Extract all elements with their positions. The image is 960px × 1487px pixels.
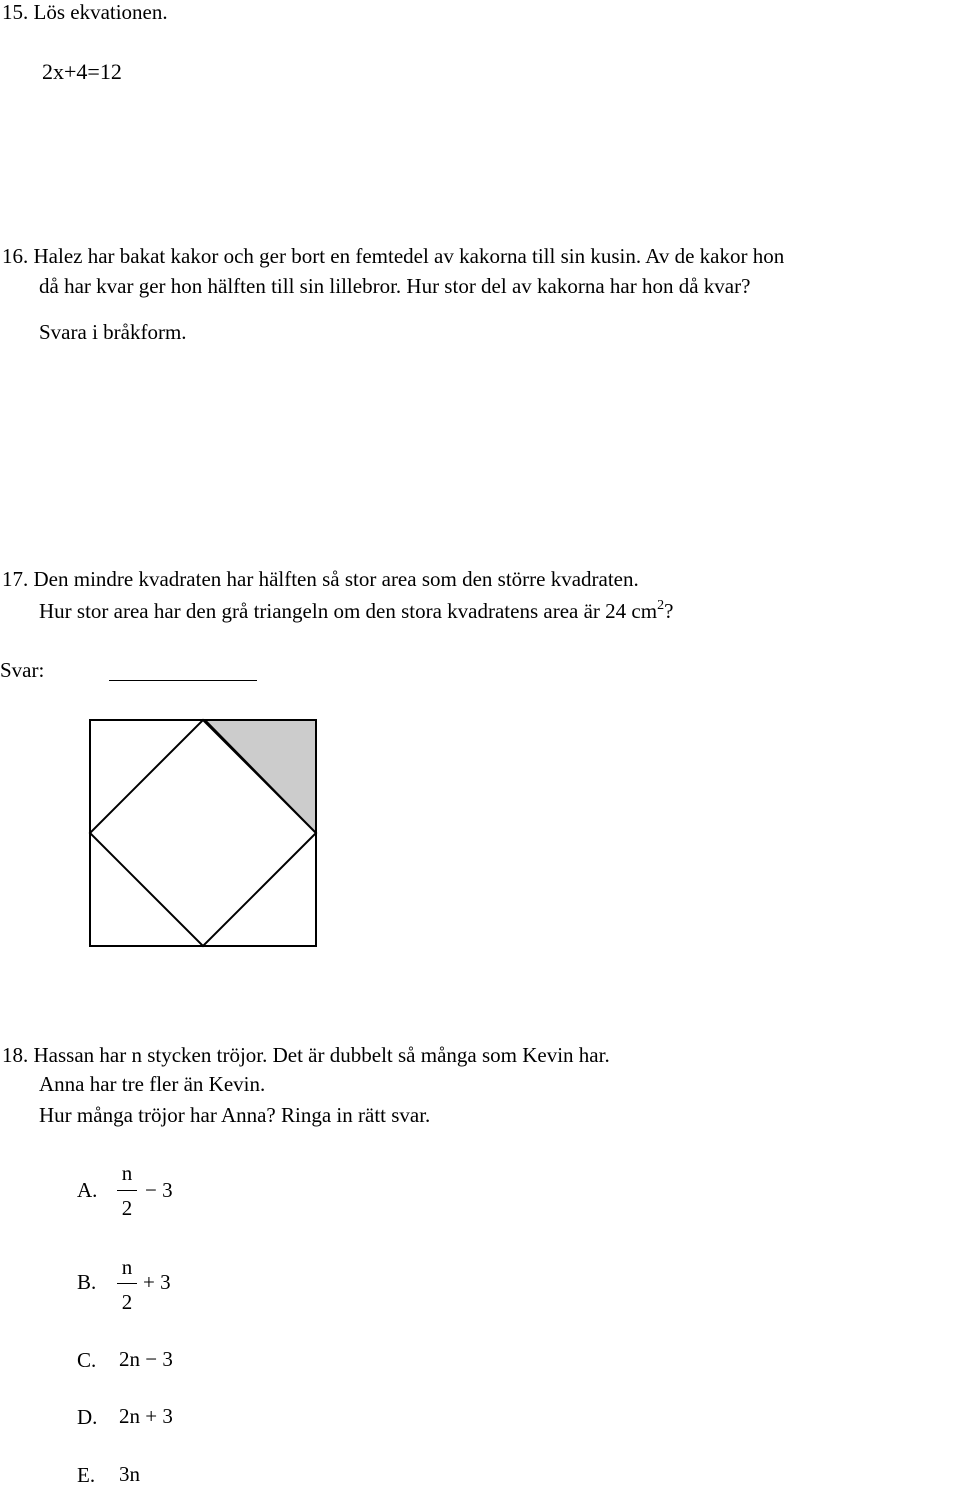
q16-text-line3: Svara i bråkform. <box>39 320 187 344</box>
option-d-expression: 2n + 3 <box>119 1404 173 1428</box>
q17-text-line1: Den mindre kvadraten har hälften så stor area som den större kvadraten. <box>33 567 639 591</box>
q18-number: 18. <box>2 1043 29 1067</box>
option-d-letter: D. <box>77 1405 98 1429</box>
q18-text-line3: Hur många tröjor har Anna? Ringa in rätt svar. <box>39 1103 431 1127</box>
option-b-denominator: 2 <box>121 1290 133 1314</box>
q17-question-mark: ? <box>664 599 674 623</box>
option-a-fraction-bar <box>117 1190 137 1191</box>
q18-text-line1: Hassan har n stycken tröjor. Det är dubbelt så många som Kevin har. <box>33 1043 610 1067</box>
option-a-numerator: n <box>121 1161 133 1185</box>
option-a-denominator: 2 <box>121 1196 133 1220</box>
option-b-numerator: n <box>121 1255 133 1279</box>
option-e-expression: 3n <box>119 1462 140 1486</box>
option-b-fraction-bar <box>117 1283 137 1284</box>
q18-line1 <box>2 1045 610 1066</box>
q17-text-line2: Hur stor area har den grå triangeln om den stora kvadratens area är 24 cm <box>39 599 658 623</box>
q15-equation: 2x+4=12 <box>42 59 122 84</box>
option-b-rest: + 3 <box>143 1270 171 1294</box>
option-a-rest: − 3 <box>145 1178 173 1202</box>
q15-number: 15. <box>2 0 29 24</box>
q16-number: 16. <box>2 244 29 268</box>
q15-text: Lös ekvationen. <box>33 0 168 24</box>
q17-answer-label: Svar: <box>0 658 45 682</box>
q16-text-line2: då har kvar ger hon hälften till sin lillebror. Hur stor del av kakorna har hon då kvar? <box>39 274 751 298</box>
q17-number: 17. <box>2 567 29 591</box>
option-c-expression: 2n − 3 <box>119 1347 173 1371</box>
option-e-letter: E. <box>77 1463 96 1487</box>
option-c-letter: C. <box>77 1348 97 1372</box>
q17-superscript: 2 <box>657 598 665 613</box>
option-b-letter: B. <box>77 1270 97 1294</box>
option-a-letter: A. <box>77 1178 98 1202</box>
q18-text-line2: Anna har tre fler än Kevin. <box>39 1072 266 1096</box>
q16-text-line1: Halez har bakat kakor och ger bort en femtedel av kakorna till sin kusin. Av de kakor hon <box>33 244 785 268</box>
